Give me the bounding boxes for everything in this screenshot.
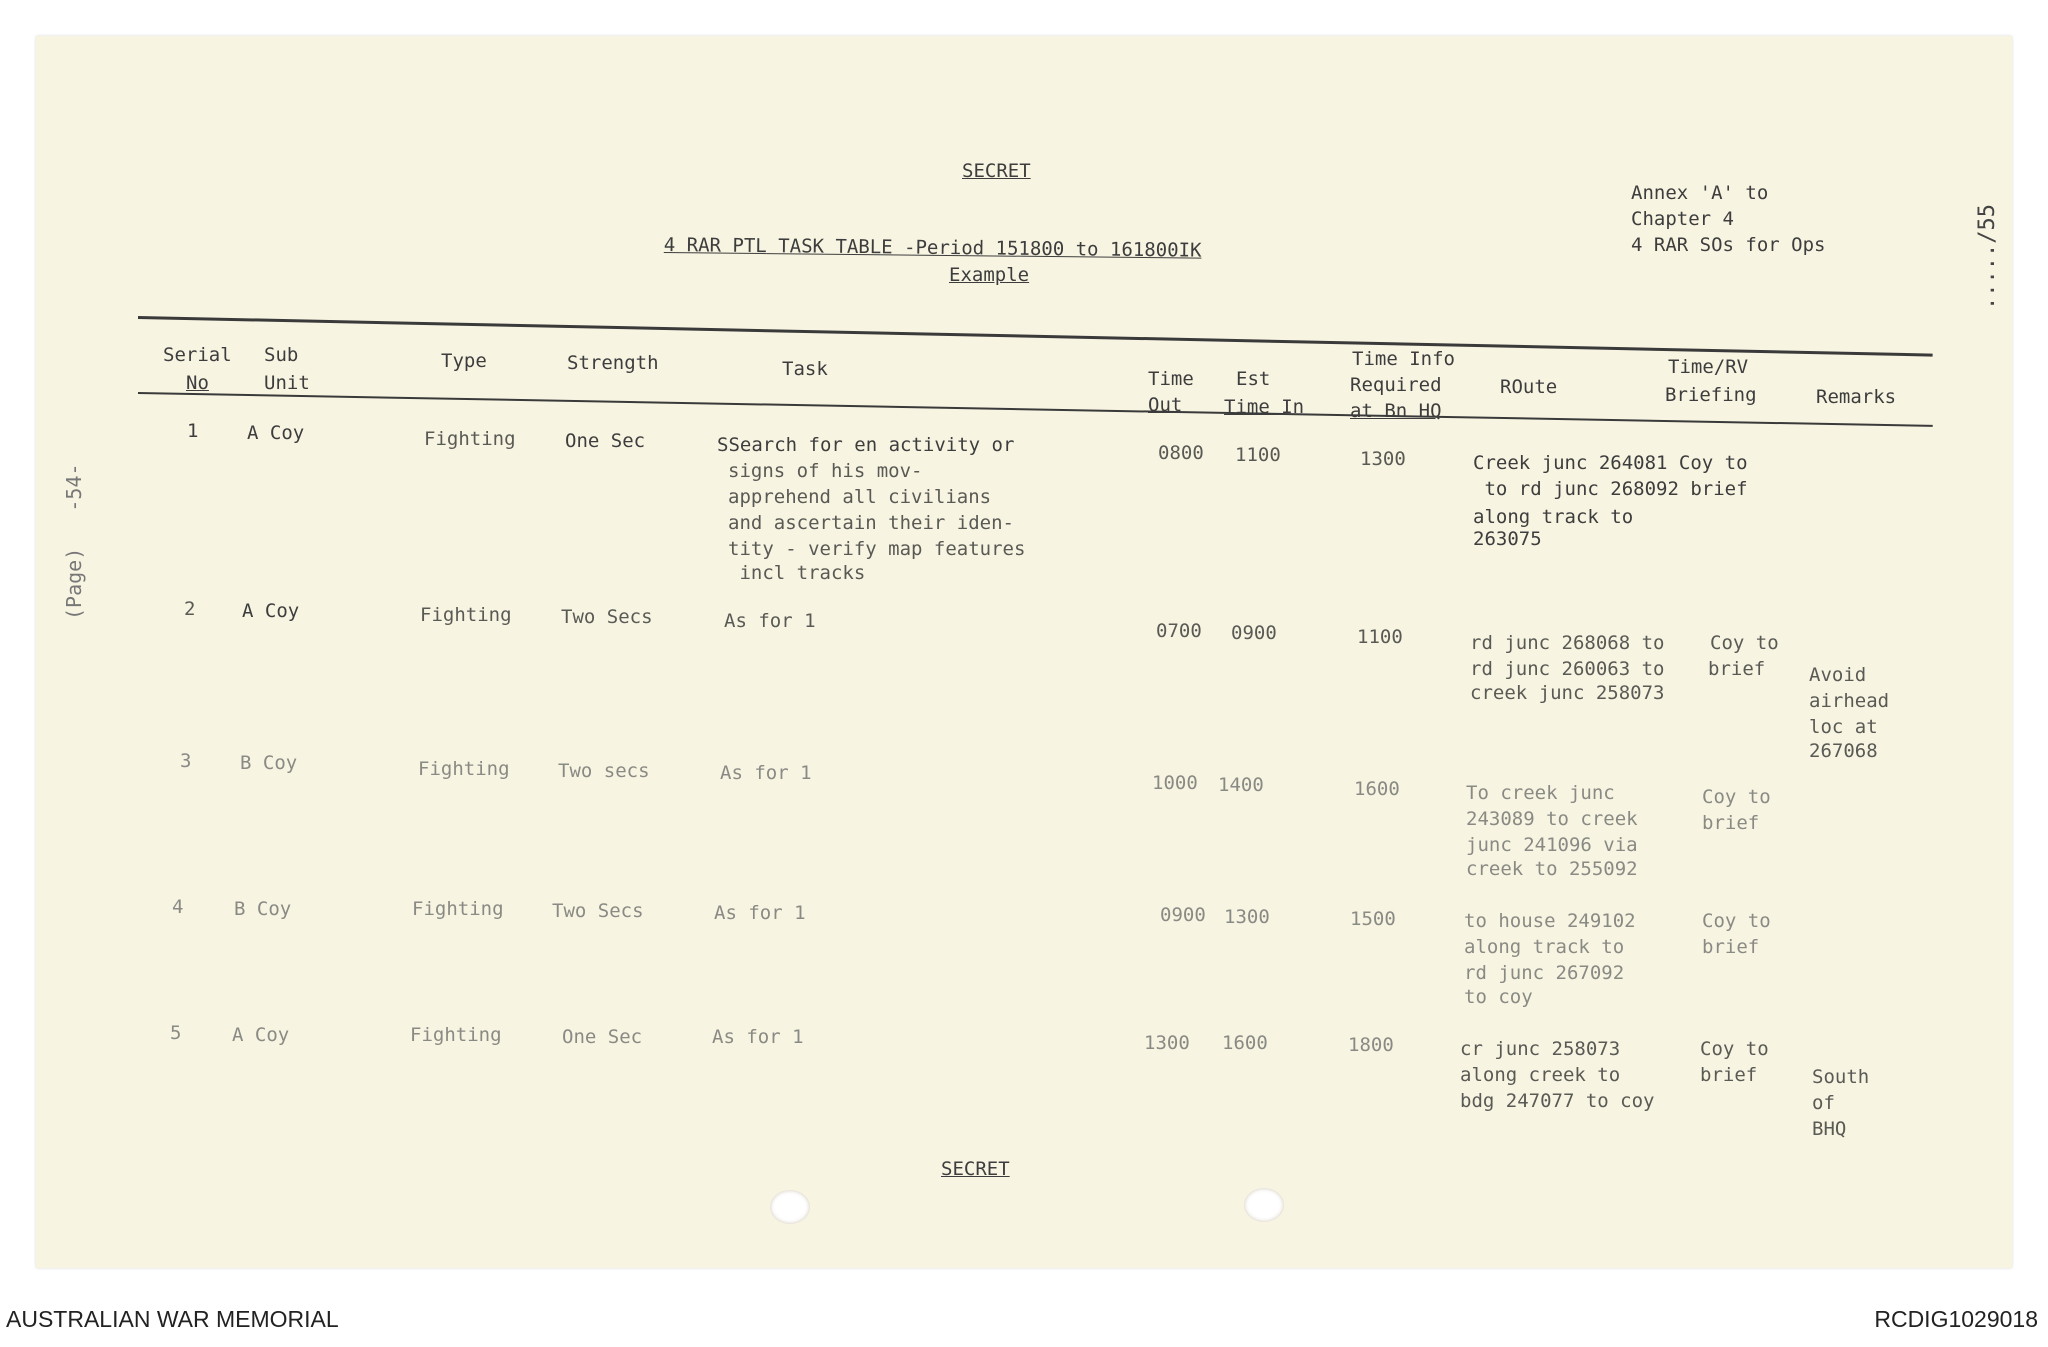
header-time-out-2: Out [1148,394,1183,416]
row1-route-3: along track to [1473,506,1634,528]
header-time-in: Time In [1224,396,1305,418]
row5-unit: A Coy [232,1024,290,1046]
row2-serial: 2 [184,598,196,620]
row3-unit: B Coy [240,752,298,774]
row1-task-2: signs of his mov- [728,460,923,482]
row4-route-1: to house 249102 [1464,910,1636,932]
classification-bottom: SECRET [941,1158,1010,1180]
row1-route-1: Creek junc 264081 Coy to [1473,452,1748,474]
title-rest: TASK TABLE -Period 151800 to 161800IK [766,235,1202,262]
row5-task: As for 1 [712,1026,804,1048]
row4-route-2: along track to [1464,936,1625,958]
row3-strength: Two secs [558,760,650,782]
header-unit: Unit [264,372,310,394]
row1-time-info: 1300 [1360,448,1406,470]
row4-route-3: rd junc 267092 [1464,962,1625,984]
row2-briefing-1: Coy to [1710,632,1779,654]
row1-serial: 1 [187,420,199,442]
row5-remarks-1: South [1812,1066,1870,1088]
row2-remarks-3: loc at [1809,716,1878,738]
row1-time-out: 0800 [1158,442,1204,464]
header-time-out-1: Time [1148,368,1194,390]
row2-briefing-2: brief [1708,658,1766,680]
row5-route-2: along creek to [1460,1064,1621,1086]
header-est: Est [1236,368,1271,390]
header-sub: Sub [264,344,299,366]
row1-unit: A Coy [247,422,305,444]
row4-route-4: to coy [1464,986,1533,1008]
row3-serial: 3 [180,750,192,772]
row3-route-2: 243089 to creek [1466,808,1638,830]
row2-unit: A Coy [242,600,300,622]
row2-task: As for 1 [724,610,816,632]
row4-serial: 4 [172,896,184,918]
header-type: Type [441,350,487,372]
header-task: Task [782,358,828,380]
title-unit: 4 RAR PTL [663,233,767,258]
side-page-label [62,463,86,620]
header-at-bn-hq: at Bn HQ [1350,400,1442,422]
row3-route-1: To creek junc [1466,782,1615,804]
header-time-rv: Time/RV [1668,356,1749,378]
row4-time-out: 0900 [1160,904,1206,926]
row3-time-out: 1000 [1152,772,1198,794]
row5-type: Fighting [410,1024,502,1046]
row3-task: As for 1 [720,762,812,784]
header-serial-no: No [186,372,209,394]
row2-type: Fighting [420,604,512,626]
header-serial [163,342,232,368]
row2-remarks-1: Avoid [1809,664,1867,686]
row1-time-in: 1100 [1235,444,1281,466]
row3-route-4: creek to 255092 [1466,858,1638,880]
row4-briefing-2: brief [1702,936,1760,958]
row1-task-5: tity - verify map features [728,538,1026,560]
header-time-info: Time Info [1352,348,1455,370]
row5-remarks-2: of [1812,1092,1835,1114]
row1-task-4: and ascertain their iden- [728,512,1014,534]
row2-strength: Two Secs [561,606,653,628]
row4-time-in: 1300 [1224,906,1270,928]
row5-time-info: 1800 [1348,1034,1394,1056]
annex-line-2: Chapter 4 [1631,208,1734,230]
row2-remarks-2: airhead [1809,690,1890,712]
row1-task-6: incl tracks [728,562,866,584]
row5-route-3: bdg 247077 to coy [1460,1090,1655,1112]
header-briefing: Briefing [1665,384,1757,406]
row2-time-out: 0700 [1156,620,1202,642]
row1-task-3: apprehend all civilians [728,486,992,508]
row1-type: Fighting [424,428,516,450]
page-reference: ...../55 [1975,204,2000,310]
row2-time-info: 1100 [1357,626,1403,648]
row4-time-info: 1500 [1350,908,1396,930]
footer-id: RCDIG1029018 [1874,1306,2038,1332]
classification-top: SECRET [962,160,1031,182]
row5-time-out: 1300 [1144,1032,1190,1054]
row5-serial: 5 [170,1022,182,1044]
row4-unit: B Coy [234,898,292,920]
row1-strength: One Sec [565,430,646,452]
row3-type: Fighting [418,758,510,780]
row5-route-1: cr junc 258073 [1460,1038,1621,1060]
side-page-number: -54- [62,463,86,512]
row3-route-3: junc 241096 via [1466,834,1638,856]
row4-strength: Two Secs [552,900,644,922]
header-required: Required [1350,374,1442,396]
row3-briefing-2: brief [1702,812,1760,834]
row2-route-1: rd junc 268068 to [1470,632,1665,654]
document-subtitle: Example [949,264,1030,286]
header-route: ROute [1500,376,1558,398]
footer-institution: AUSTRALIAN WAR MEMORIAL [6,1306,339,1332]
row2-remarks-4: 267068 [1809,740,1878,762]
row2-route-3: creek junc 258073 [1470,682,1665,704]
row1-task-1: SSearch for en activity or [717,434,1015,456]
row5-briefing-2: brief [1700,1064,1758,1086]
header-strength: Strength [567,352,659,374]
row3-time-in: 1400 [1218,774,1264,796]
row2-route-2: rd junc 260063 to [1470,658,1665,680]
row5-time-in: 1600 [1222,1032,1268,1054]
row1-route-2: to rd junc 268092 brief [1473,478,1748,500]
row4-briefing-1: Coy to [1702,910,1771,932]
annex-line-1: Annex 'A' to [1631,182,1769,204]
row5-strength: One Sec [562,1026,643,1048]
row4-type: Fighting [412,898,504,920]
row4-task: As for 1 [714,902,806,924]
punch-hole-right [1244,1188,1284,1222]
row3-time-info: 1600 [1354,778,1400,800]
row1-route-4: 263075 [1473,528,1542,550]
annex-line-3: 4 RAR SOs for Ops [1631,234,1826,256]
side-page-word: (Page) [62,547,86,620]
row5-briefing-1: Coy to [1700,1038,1769,1060]
row3-briefing-1: Coy to [1702,786,1771,808]
header-remarks: Remarks [1816,386,1897,408]
header-serial-line1: Serial [163,344,232,366]
punch-hole-left [770,1190,810,1224]
row5-remarks-3: BHQ [1812,1118,1847,1140]
row2-time-in: 0900 [1231,622,1277,644]
